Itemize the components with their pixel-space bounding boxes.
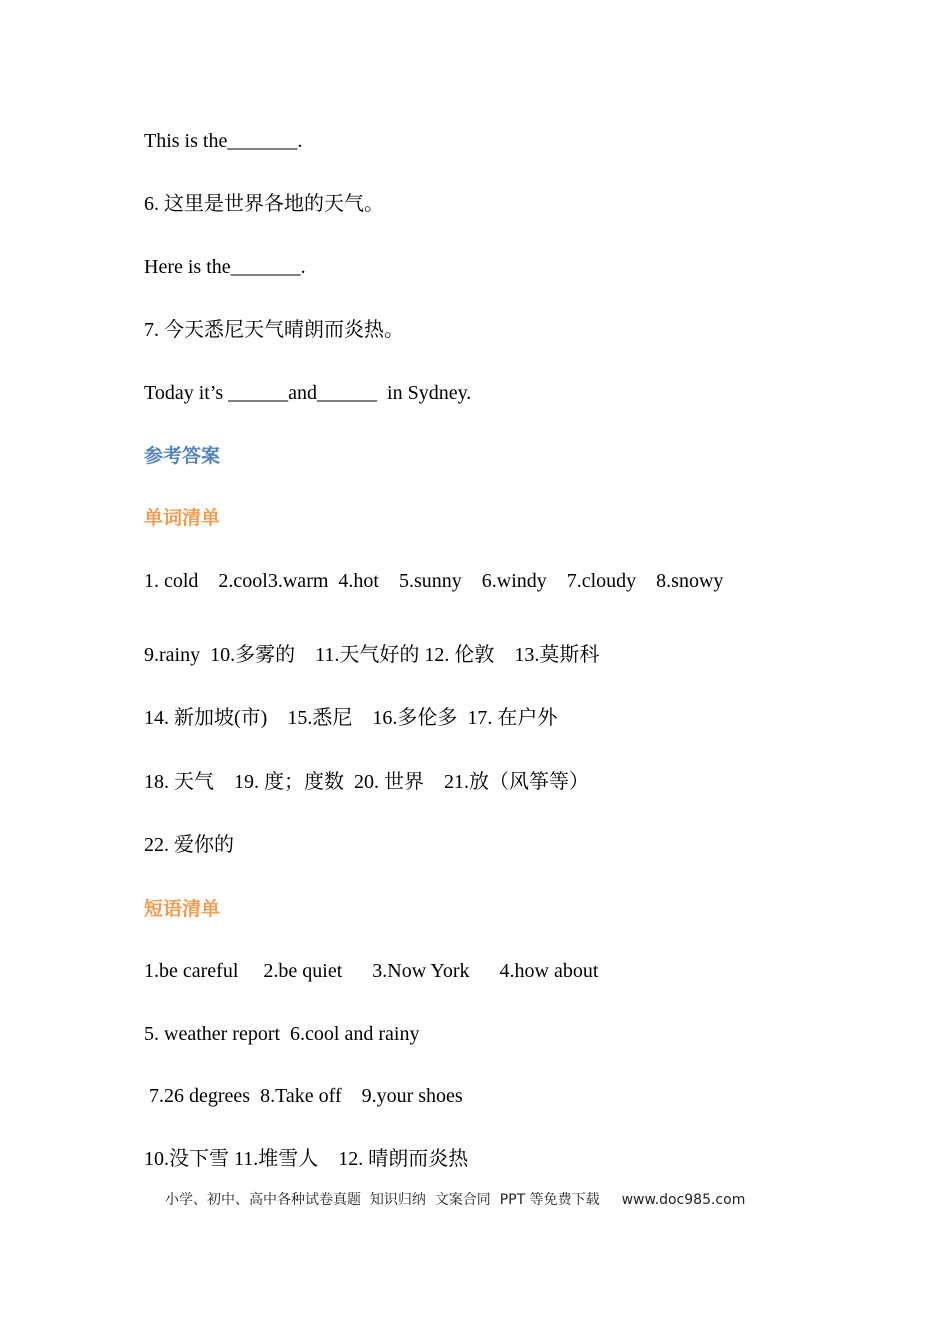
footer-url[interactable]: www.doc985.com — [621, 1192, 746, 1208]
exercise-line: Here is the_______. — [144, 256, 306, 278]
page-footer — [165, 1190, 745, 1210]
phrase-list-line: 5. weather report 6.cool and rainy — [144, 1023, 420, 1045]
exercise-line: 6. 这里是世界各地的天气。 — [144, 193, 384, 215]
answer-heading: 参考答案 — [144, 445, 221, 467]
word-list-line: 18. 天气 19. 度；度数 20. 世界 21.放（风筝等） — [144, 771, 589, 793]
phrase-list-heading: 短语清单 — [144, 898, 221, 920]
phrase-list-line: 10.没下雪 11.堆雪人 12. 晴朗而炎热 — [144, 1148, 469, 1170]
word-list-heading: 单词清单 — [144, 507, 221, 529]
footer-text: 小学、初中、高中各种试卷真题 知识归纳 文案合同 PPT 等免费下载 — [165, 1192, 600, 1208]
word-list-line: 9.rainy 10.多雾的 11.天气好的 12. 伦敦 13.莫斯科 — [144, 644, 600, 666]
exercise-line: Today it’s ______and______ in Sydney. — [144, 382, 472, 404]
phrase-list-line: 1.be careful 2.be quiet 3.Now York 4.how about — [144, 960, 599, 982]
word-list-line: 14. 新加坡(市) 15.悉尼 16.多伦多 17. 在户外 — [144, 707, 558, 729]
phrase-list-line: 7.26 degrees 8.Take off 9.your shoes — [144, 1085, 463, 1107]
exercise-line: This is the_______. — [144, 130, 303, 152]
word-list-line: 22. 爱你的 — [144, 834, 234, 856]
word-list-line: 1. cold 2.cool3.warm 4.hot 5.sunny 6.windy 7.cloudy 8.snowy — [144, 570, 724, 592]
exercise-line: 7. 今天悉尼天气晴朗而炎热。 — [144, 319, 404, 341]
